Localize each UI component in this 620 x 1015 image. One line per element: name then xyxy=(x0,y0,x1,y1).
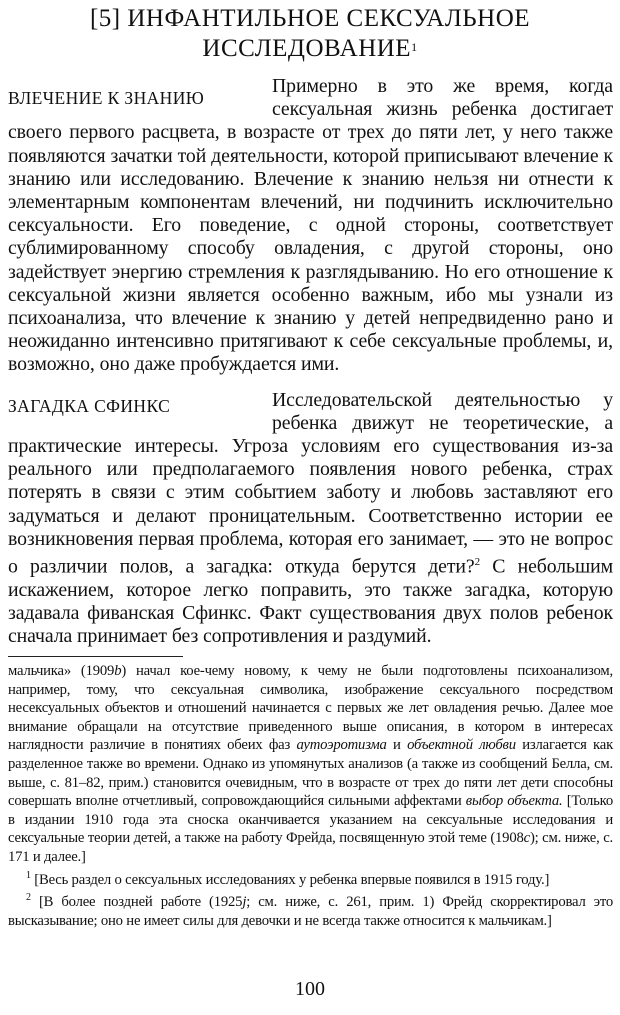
main-text xyxy=(8,75,613,660)
footnote-ref-2: 2 xyxy=(474,556,480,569)
footnotes xyxy=(8,662,613,930)
paragraph-knowledge-drive xyxy=(8,75,613,377)
fn-text: ); см. ниже, с. 171 и далее.] xyxy=(8,830,613,865)
fn-year-letter: c xyxy=(523,830,530,847)
chapter-heading xyxy=(0,4,620,64)
fn-italic-term: аутоэротизма xyxy=(296,737,387,754)
margin-rubric-sphinx: ЗАГАДКА СФИНКС xyxy=(8,395,171,416)
heading-title-line2: ИССЛЕДОВАНИЕ xyxy=(202,35,412,62)
footnote-2 xyxy=(8,889,613,930)
footnote-1-mark: 1 xyxy=(26,869,31,881)
fn-text: и xyxy=(386,737,408,754)
margin-rubric-knowledge: ВЛЕЧЕНИЕ К ЗНАНИЮ xyxy=(8,88,205,108)
fn-text: [Только в издании 1910 года эта сноска оканчивается указанием на сексуальные исследования и сексуальные теории детей, а также на работу Фрейда, посвященную этой теме (1908 xyxy=(8,793,613,847)
paragraph-text: Исследовательской деятельностью у ребенка движут не теоретические, а практические интересы. Угроза условиям его существования из-за реального или предполагаемого появления нового ребенка, страх потерять в связи с этим событием заботу и любовь заставляют его задуматься и делают проницательным. Соответственно истории ее возникновения первая проблема, которая его занимает, — это не вопрос о различии полов, а загадка: откуда берутся дети? xyxy=(8,388,613,578)
fn-italic-term: объектной любви xyxy=(407,737,516,754)
fn-year-letter: b xyxy=(114,663,122,679)
chapter-heading-line1 xyxy=(0,4,620,34)
footnote-continuation xyxy=(8,662,613,867)
footnote-2-text: [В более поздней работе (1925 xyxy=(30,893,243,910)
footnote-divider xyxy=(8,656,183,657)
fn-text: ) начал кое-чему новому, к чему не были подготовлены психоанализом, например, тому, что сексуальная символика, изображение сексуального посредством несексуальных объектов и отношений начинается с первых же лет овладения речью. Далее мое внимание обращали на отсутствие приведенного выше описания, в котором в интересах наглядности различие в понятиях обеих фаз xyxy=(8,663,613,754)
fn-text: излагается как разделенное также во времени. Однако из упомянутых анализов (а также из сообщений Белла, см. выше, с. 81–82, прим.) становится очевидным, что в возрасте от трех до пяти лет дети способны совершать вполне отчетливый, сопровождающийся сильными аффектами xyxy=(8,737,613,810)
heading-title-line1: ИНФАНТИЛЬНОЕ СЕКСУАЛЬНОЕ xyxy=(127,5,531,32)
fn-text: мальчика» (1909 xyxy=(8,663,115,679)
page-number: 100 xyxy=(295,978,325,1000)
paragraph-text: Примерно в это же время, когда сексуальная жизнь ребенка достигает своего первого расцвета, в возрасте от трех до пяти лет, у него также появляются зачатки той деятельности, которой приписывают влечение к знанию или исследованию. Влечение к знанию нельзя ни отнести к элементарным компонентам влечений, ни подчинить исключительно сексуальности. Его поведение, с одной стороны, соответствует сублимированному способу овладения, с другой стороны, оно задействует энергию стремления к разглядыванию. Но его отношение к сексуальной жизни является особенно важным, ибо мы узнали из психоанализа, что влечение к знанию у детей непредвиденно рано и неожиданно интенсивно притягивают к себе сексуальные проблемы, и, возможно, оно даже пробуждается ими. xyxy=(8,75,613,376)
section-number: [5] xyxy=(89,5,121,32)
paragraph-text-cont: С небольшим искажением, которое легко поправить, это также загадка, которую задавала фиванская Сфинкс. Факт существования двух полов ребенок сначала принимает без сопротивления и раздумий. xyxy=(8,555,613,648)
fn-italic-term: выбор объекта. xyxy=(465,793,563,810)
footnote-1-text: [Весь раздел о сексуальных исследованиях у ребенка впервые появился в 1915 году.] xyxy=(30,871,550,888)
footnote-2-text-cont: ; см. ниже, с. 261, прим. 1) Фрейд скорректировал это высказывание; оно не имеет силы для девочки и не всегда также относится к мальчикам.] xyxy=(8,893,613,929)
heading-note-mark: 1 xyxy=(411,40,418,54)
chapter-heading-line2 xyxy=(0,34,620,64)
fn-year-letter: j xyxy=(242,893,247,910)
paragraph-sphinx-riddle xyxy=(8,389,613,649)
footnote-2-mark: 2 xyxy=(26,892,31,904)
footnote-1 xyxy=(8,867,613,889)
